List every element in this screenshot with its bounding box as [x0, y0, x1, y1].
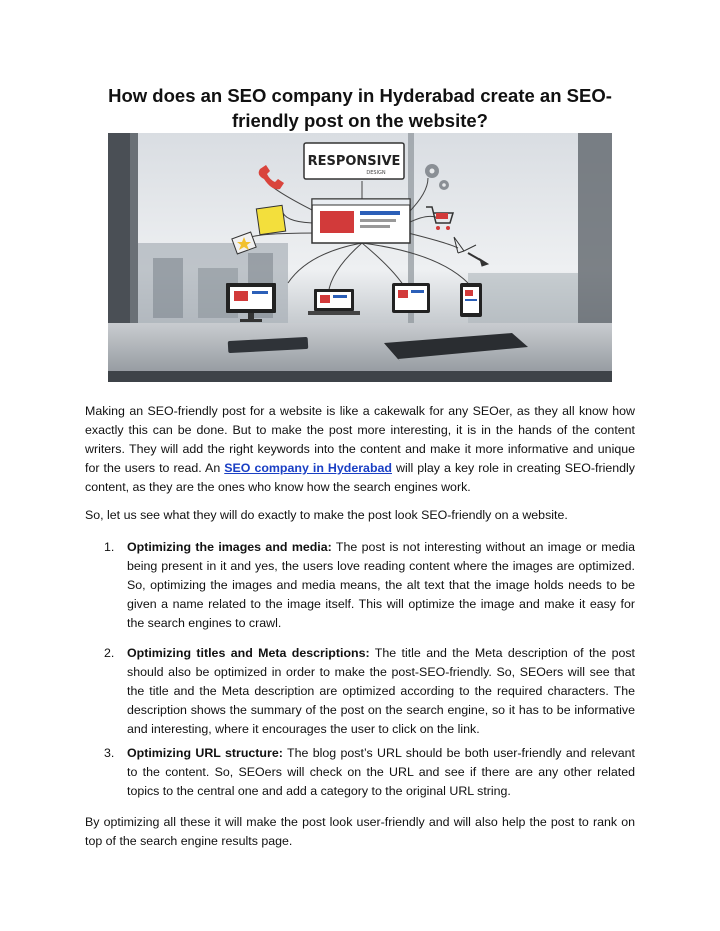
intro-paragraph [85, 402, 635, 497]
intro-text-end: will play a key role in creating SEO-friendly content, as they are the ones who know how the search engines work. [85, 461, 635, 494]
list-item-number: 2. [104, 646, 115, 660]
tablet-icon [392, 283, 430, 313]
banner-sub-text: DESIGN [366, 170, 386, 176]
list-item-body [127, 644, 635, 739]
page-title: How does an SEO company in Hyderabad create an SEO-friendly post on the website? [108, 85, 612, 131]
phone-device-icon [460, 283, 482, 317]
list-item-heading: Optimizing URL structure: [127, 746, 283, 760]
lead-paragraph: So, let us see what they will do exactly to make the post look SEO-friendly on a website. [85, 508, 568, 522]
conclusion-paragraph: By optimizing all these it will make the post look user-friendly and will also help the post to rank on top of the search engine results page. [85, 815, 635, 848]
list-item-heading: Optimizing the images and media: [127, 540, 332, 554]
list-item-body [127, 744, 635, 801]
list-item-body [127, 538, 635, 633]
seo-company-link[interactable]: SEO company in Hyderabad [224, 461, 392, 475]
intro-text-start: Making an SEO-friendly post for a website is like a cakewalk for any SEOer, as they all know how exactly this can be done. But to make the post more interesting, it is in the hands of the content writers. They will add the right keywords into the content and make it more informative and unique for the users to read. An [85, 404, 635, 475]
responsive-design-illustration [108, 133, 612, 382]
list-item-text: The title and the Meta description of the post should also be optimized in order to make the post-SEO-friendly. So, SEOers will see that the title and the Meta description are optimized according to the required characters. The description shows the summary of the post on the search engine, so it has to be informative and interesting, where it encourages the user to click on the link. [127, 646, 635, 736]
sticky-note-icon [256, 205, 285, 234]
banner-text: RESPONSIVE [307, 154, 401, 169]
list-item-number: 3. [104, 746, 115, 760]
list-item-heading: Optimizing titles and Meta descriptions: [127, 646, 370, 660]
central-browser-window [312, 199, 410, 243]
list-item-text: The blog post’s URL should be both user-friendly and relevant to the content. So, SEOers will check on the URL and see if there are any other related topics to the central one and add a category to the original URL string. [127, 746, 635, 798]
list-item-text: The post is not interesting without an image or media being present in it and yes, the users love reading content where the images are optimized. So, optimizing the images and media means, the alt text that the image holds needs to be given a name related to the image itself. This will optimize the image and make it easy for the search engines to crawl. [127, 540, 635, 630]
laptop-icon [308, 289, 360, 315]
list-item-number: 1. [104, 540, 115, 554]
responsive-banner [304, 143, 404, 179]
hero-image [108, 133, 612, 382]
